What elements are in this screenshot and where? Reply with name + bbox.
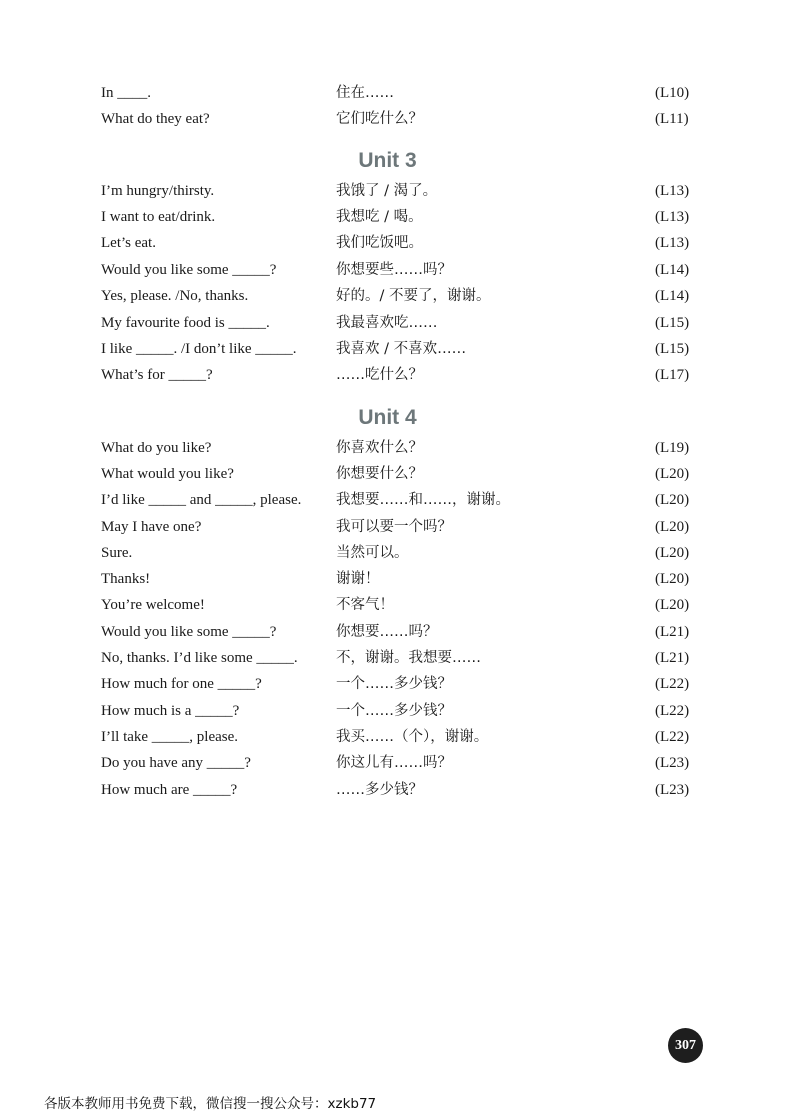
phrase-row xyxy=(0,204,800,230)
chinese-translation: 你想要……吗？ xyxy=(336,624,438,640)
english-phrase: I want to eat/drink. xyxy=(101,209,216,225)
chinese-translation: 你喜欢什么？ xyxy=(336,440,423,456)
lesson-reference: (L13) xyxy=(655,209,690,225)
phrase-row xyxy=(0,777,800,803)
phrase-row xyxy=(0,540,800,566)
english-phrase: Would you like some _____? xyxy=(101,262,277,278)
phrase-row xyxy=(0,487,800,513)
english-phrase: What do they eat? xyxy=(101,111,210,127)
phrase-row xyxy=(0,230,800,256)
phrase-row xyxy=(0,566,800,592)
phrase-row xyxy=(0,178,800,204)
chinese-translation: 我想要……和……，谢谢。 xyxy=(336,492,510,508)
chinese-translation: 你这儿有……吗？ xyxy=(336,755,452,771)
phrase-row xyxy=(0,257,800,283)
english-phrase: What do you like? xyxy=(101,440,212,456)
english-phrase: I’m hungry/thirsty. xyxy=(101,183,215,199)
phrase-row xyxy=(0,283,800,309)
lesson-reference: (L15) xyxy=(655,315,690,331)
lesson-reference: (L10) xyxy=(655,85,690,101)
english-phrase: Let’s eat. xyxy=(101,235,156,251)
phrase-row xyxy=(0,336,800,362)
phrase-row xyxy=(0,671,800,697)
english-phrase: Sure. xyxy=(101,545,133,561)
chinese-translation: 住在…… xyxy=(336,85,394,101)
lesson-reference: (L22) xyxy=(655,703,690,719)
lesson-reference: (L20) xyxy=(655,571,690,587)
page-number-badge: 307 xyxy=(668,1028,703,1063)
chinese-translation: 当然可以。 xyxy=(336,545,409,561)
english-phrase: Yes, please. /No, thanks. xyxy=(101,288,249,304)
chinese-translation: ……多少钱？ xyxy=(336,782,423,798)
lesson-reference: (L13) xyxy=(655,183,690,199)
chinese-translation: 我饿了 / 渴了。 xyxy=(336,183,438,199)
phrase-row xyxy=(0,362,800,388)
chinese-translation: 我买……（个），谢谢。 xyxy=(336,729,489,745)
lesson-reference: (L21) xyxy=(655,624,690,640)
english-phrase: I’d like _____ and _____, please. xyxy=(101,492,302,508)
lesson-reference: (L20) xyxy=(655,492,690,508)
english-phrase: I’ll take _____, please. xyxy=(101,729,239,745)
phrase-row xyxy=(0,435,800,461)
chinese-translation: 它们吃什么？ xyxy=(336,111,423,127)
chinese-translation: 一个……多少钱？ xyxy=(336,676,452,692)
english-phrase: No, thanks. I’d like some _____. xyxy=(101,650,298,666)
chinese-translation: 我喜欢 / 不喜欢…… xyxy=(336,341,467,357)
chinese-translation: 你想要什么？ xyxy=(336,466,423,482)
lesson-reference: (L20) xyxy=(655,466,690,482)
phrase-row xyxy=(0,750,800,776)
english-phrase: You’re welcome! xyxy=(101,597,205,613)
lesson-reference: (L22) xyxy=(655,676,690,692)
lesson-reference: (L11) xyxy=(655,111,689,127)
lesson-reference: (L22) xyxy=(655,729,690,745)
phrase-row xyxy=(0,461,800,487)
english-phrase: My favourite food is _____. xyxy=(101,315,270,331)
english-phrase: Would you like some _____? xyxy=(101,624,277,640)
chinese-translation: 我们吃饭吧。 xyxy=(336,235,423,251)
lesson-reference: (L19) xyxy=(655,440,690,456)
lesson-reference: (L13) xyxy=(655,235,690,251)
lesson-reference: (L20) xyxy=(655,519,690,535)
english-phrase: May I have one? xyxy=(101,519,202,535)
english-phrase: How much are _____? xyxy=(101,782,238,798)
footer-note: 各版本教师用书免费下载，微信搜一搜公众号：xzkb77 xyxy=(44,1096,377,1112)
chinese-translation: ……吃什么？ xyxy=(336,367,423,383)
english-phrase: What’s for _____? xyxy=(101,367,213,383)
lesson-reference: (L23) xyxy=(655,782,690,798)
unit-title: Unit 4 xyxy=(358,406,417,429)
phrase-row xyxy=(0,106,800,132)
chinese-translation: 好的。/ 不要了，谢谢。 xyxy=(336,288,491,304)
english-phrase: Do you have any _____? xyxy=(101,755,251,771)
chinese-translation: 我想吃 / 喝。 xyxy=(336,209,423,225)
phrase-row xyxy=(0,310,800,336)
english-phrase: How much is a _____? xyxy=(101,703,240,719)
lesson-reference: (L15) xyxy=(655,341,690,357)
phrase-row xyxy=(0,80,800,106)
phrase-row xyxy=(0,592,800,618)
chinese-translation: 不客气！ xyxy=(336,597,394,613)
lesson-reference: (L14) xyxy=(655,288,690,304)
phrase-row xyxy=(0,645,800,671)
lesson-reference: (L20) xyxy=(655,597,690,613)
english-phrase: Thanks! xyxy=(101,571,151,587)
phrase-row xyxy=(0,619,800,645)
lesson-reference: (L23) xyxy=(655,755,690,771)
english-phrase: What would you like? xyxy=(101,466,234,482)
chinese-translation: 我可以要一个吗？ xyxy=(336,519,452,535)
english-phrase: How much for one _____? xyxy=(101,676,262,692)
chinese-translation: 谢谢！ xyxy=(336,571,380,587)
chinese-translation: 你想要些……吗？ xyxy=(336,262,452,278)
phrase-row xyxy=(0,724,800,750)
chinese-translation: 我最喜欢吃…… xyxy=(336,315,438,331)
lesson-reference: (L14) xyxy=(655,262,690,278)
chinese-translation: 不，谢谢。我想要…… xyxy=(336,650,481,666)
unit-title: Unit 3 xyxy=(358,149,417,172)
phrase-row xyxy=(0,514,800,540)
lesson-reference: (L17) xyxy=(655,367,690,383)
chinese-translation: 一个……多少钱？ xyxy=(336,703,452,719)
english-phrase: I like _____. /I don’t like _____. xyxy=(101,341,297,357)
lesson-reference: (L21) xyxy=(655,650,690,666)
phrase-row xyxy=(0,698,800,724)
lesson-reference: (L20) xyxy=(655,545,690,561)
english-phrase: In ____. xyxy=(101,85,151,101)
